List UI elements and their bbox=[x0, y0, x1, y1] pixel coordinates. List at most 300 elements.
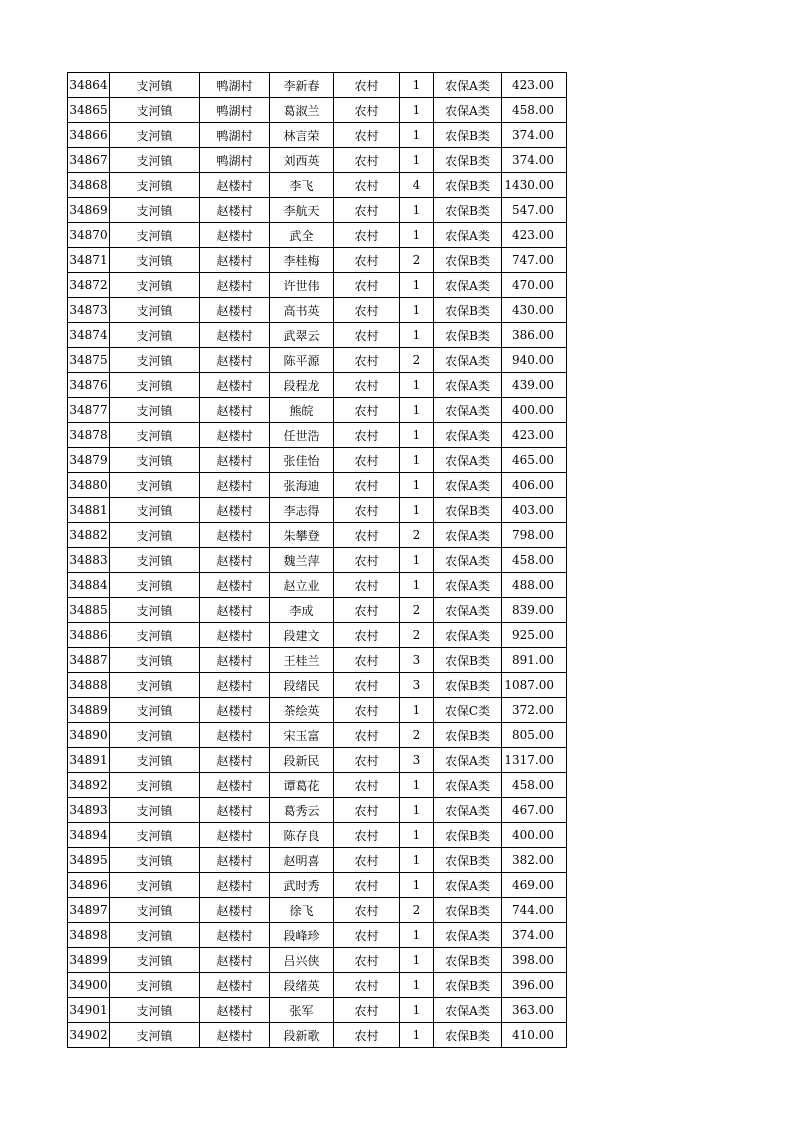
town-cell: 支河镇 bbox=[110, 623, 200, 648]
table-row bbox=[68, 523, 567, 548]
name-cell: 茶绘英 bbox=[270, 698, 334, 723]
count-cell: 1 bbox=[400, 798, 434, 823]
type-cell: 农村 bbox=[334, 573, 400, 598]
id-cell: 34882 bbox=[68, 523, 110, 548]
town-cell: 支河镇 bbox=[110, 198, 200, 223]
count-cell: 2 bbox=[400, 348, 434, 373]
name-cell: 陈平源 bbox=[270, 348, 334, 373]
name-cell: 吕兴侠 bbox=[270, 948, 334, 973]
id-cell: 34898 bbox=[68, 923, 110, 948]
table-row bbox=[68, 573, 567, 598]
id-cell: 34879 bbox=[68, 448, 110, 473]
category-cell: 农保B类 bbox=[434, 1023, 502, 1048]
name-cell: 赵明喜 bbox=[270, 848, 334, 873]
id-cell: 34866 bbox=[68, 123, 110, 148]
count-cell: 1 bbox=[400, 873, 434, 898]
id-cell: 34877 bbox=[68, 398, 110, 423]
table-row bbox=[68, 848, 567, 873]
type-cell: 农村 bbox=[334, 148, 400, 173]
village-cell: 赵楼村 bbox=[200, 323, 270, 348]
amount-cell: 400.00 bbox=[502, 823, 567, 848]
amount-cell: 410.00 bbox=[502, 1023, 567, 1048]
village-cell: 赵楼村 bbox=[200, 448, 270, 473]
amount-cell: 382.00 bbox=[502, 848, 567, 873]
amount-cell: 363.00 bbox=[502, 998, 567, 1023]
category-cell: 农保B类 bbox=[434, 498, 502, 523]
town-cell: 支河镇 bbox=[110, 398, 200, 423]
category-cell: 农保A类 bbox=[434, 773, 502, 798]
id-cell: 34902 bbox=[68, 1023, 110, 1048]
id-cell: 34869 bbox=[68, 198, 110, 223]
name-cell: 李飞 bbox=[270, 173, 334, 198]
amount-cell: 374.00 bbox=[502, 123, 567, 148]
village-cell: 赵楼村 bbox=[200, 773, 270, 798]
table-row bbox=[68, 473, 567, 498]
count-cell: 2 bbox=[400, 598, 434, 623]
town-cell: 支河镇 bbox=[110, 448, 200, 473]
village-cell: 赵楼村 bbox=[200, 698, 270, 723]
table-row bbox=[68, 823, 567, 848]
type-cell: 农村 bbox=[334, 448, 400, 473]
village-cell: 赵楼村 bbox=[200, 498, 270, 523]
type-cell: 农村 bbox=[334, 648, 400, 673]
type-cell: 农村 bbox=[334, 198, 400, 223]
id-cell: 34871 bbox=[68, 248, 110, 273]
amount-cell: 1087.00 bbox=[502, 673, 567, 698]
type-cell: 农村 bbox=[334, 248, 400, 273]
type-cell: 农村 bbox=[334, 848, 400, 873]
town-cell: 支河镇 bbox=[110, 773, 200, 798]
type-cell: 农村 bbox=[334, 873, 400, 898]
id-cell: 34892 bbox=[68, 773, 110, 798]
count-cell: 1 bbox=[400, 273, 434, 298]
category-cell: 农保B类 bbox=[434, 823, 502, 848]
name-cell: 李新春 bbox=[270, 73, 334, 98]
count-cell: 1 bbox=[400, 473, 434, 498]
name-cell: 武时秀 bbox=[270, 873, 334, 898]
amount-cell: 430.00 bbox=[502, 298, 567, 323]
amount-cell: 891.00 bbox=[502, 648, 567, 673]
table-row bbox=[68, 398, 567, 423]
village-cell: 鸭湖村 bbox=[200, 98, 270, 123]
count-cell: 1 bbox=[400, 773, 434, 798]
amount-cell: 423.00 bbox=[502, 223, 567, 248]
amount-cell: 372.00 bbox=[502, 698, 567, 723]
village-cell: 赵楼村 bbox=[200, 923, 270, 948]
amount-cell: 798.00 bbox=[502, 523, 567, 548]
name-cell: 李桂梅 bbox=[270, 248, 334, 273]
count-cell: 1 bbox=[400, 198, 434, 223]
id-cell: 34872 bbox=[68, 273, 110, 298]
category-cell: 农保A类 bbox=[434, 873, 502, 898]
amount-cell: 439.00 bbox=[502, 373, 567, 398]
name-cell: 张军 bbox=[270, 998, 334, 1023]
count-cell: 1 bbox=[400, 123, 434, 148]
town-cell: 支河镇 bbox=[110, 348, 200, 373]
category-cell: 农保B类 bbox=[434, 123, 502, 148]
village-cell: 赵楼村 bbox=[200, 623, 270, 648]
name-cell: 徐飞 bbox=[270, 898, 334, 923]
village-cell: 赵楼村 bbox=[200, 998, 270, 1023]
table-row bbox=[68, 798, 567, 823]
id-cell: 34880 bbox=[68, 473, 110, 498]
category-cell: 农保A类 bbox=[434, 373, 502, 398]
category-cell: 农保A类 bbox=[434, 348, 502, 373]
type-cell: 农村 bbox=[334, 223, 400, 248]
category-cell: 农保B类 bbox=[434, 723, 502, 748]
table-row bbox=[68, 873, 567, 898]
name-cell: 段新歌 bbox=[270, 1023, 334, 1048]
table-row bbox=[68, 898, 567, 923]
amount-cell: 403.00 bbox=[502, 498, 567, 523]
amount-cell: 805.00 bbox=[502, 723, 567, 748]
village-cell: 赵楼村 bbox=[200, 873, 270, 898]
amount-cell: 1430.00 bbox=[502, 173, 567, 198]
count-cell: 1 bbox=[400, 448, 434, 473]
table-row bbox=[68, 173, 567, 198]
table-row bbox=[68, 323, 567, 348]
town-cell: 支河镇 bbox=[110, 823, 200, 848]
village-cell: 赵楼村 bbox=[200, 848, 270, 873]
town-cell: 支河镇 bbox=[110, 898, 200, 923]
village-cell: 赵楼村 bbox=[200, 798, 270, 823]
amount-cell: 467.00 bbox=[502, 798, 567, 823]
amount-cell: 458.00 bbox=[502, 548, 567, 573]
type-cell: 农村 bbox=[334, 1023, 400, 1048]
amount-cell: 423.00 bbox=[502, 423, 567, 448]
id-cell: 34900 bbox=[68, 973, 110, 998]
id-cell: 34894 bbox=[68, 823, 110, 848]
table-row bbox=[68, 648, 567, 673]
village-cell: 赵楼村 bbox=[200, 373, 270, 398]
type-cell: 农村 bbox=[334, 373, 400, 398]
table-row bbox=[68, 73, 567, 98]
id-cell: 34876 bbox=[68, 373, 110, 398]
category-cell: 农保B类 bbox=[434, 298, 502, 323]
village-cell: 赵楼村 bbox=[200, 823, 270, 848]
village-cell: 赵楼村 bbox=[200, 948, 270, 973]
category-cell: 农保A类 bbox=[434, 73, 502, 98]
town-cell: 支河镇 bbox=[110, 748, 200, 773]
name-cell: 武翠云 bbox=[270, 323, 334, 348]
town-cell: 支河镇 bbox=[110, 873, 200, 898]
category-cell: 农保A类 bbox=[434, 98, 502, 123]
town-cell: 支河镇 bbox=[110, 598, 200, 623]
id-cell: 34897 bbox=[68, 898, 110, 923]
table-row bbox=[68, 948, 567, 973]
count-cell: 1 bbox=[400, 423, 434, 448]
count-cell: 1 bbox=[400, 98, 434, 123]
category-cell: 农保A类 bbox=[434, 748, 502, 773]
category-cell: 农保A类 bbox=[434, 448, 502, 473]
amount-cell: 1317.00 bbox=[502, 748, 567, 773]
village-cell: 赵楼村 bbox=[200, 473, 270, 498]
name-cell: 段建文 bbox=[270, 623, 334, 648]
count-cell: 4 bbox=[400, 173, 434, 198]
type-cell: 农村 bbox=[334, 673, 400, 698]
name-cell: 葛淑兰 bbox=[270, 98, 334, 123]
table-row bbox=[68, 723, 567, 748]
name-cell: 葛秀云 bbox=[270, 798, 334, 823]
category-cell: 农保B类 bbox=[434, 248, 502, 273]
table-row bbox=[68, 373, 567, 398]
category-cell: 农保A类 bbox=[434, 573, 502, 598]
category-cell: 农保A类 bbox=[434, 623, 502, 648]
category-cell: 农保A类 bbox=[434, 598, 502, 623]
count-cell: 1 bbox=[400, 998, 434, 1023]
name-cell: 王桂兰 bbox=[270, 648, 334, 673]
town-cell: 支河镇 bbox=[110, 73, 200, 98]
category-cell: 农保B类 bbox=[434, 173, 502, 198]
table-row bbox=[68, 1023, 567, 1048]
type-cell: 农村 bbox=[334, 523, 400, 548]
type-cell: 农村 bbox=[334, 298, 400, 323]
count-cell: 1 bbox=[400, 573, 434, 598]
count-cell: 3 bbox=[400, 648, 434, 673]
town-cell: 支河镇 bbox=[110, 173, 200, 198]
village-cell: 鸭湖村 bbox=[200, 148, 270, 173]
town-cell: 支河镇 bbox=[110, 973, 200, 998]
type-cell: 农村 bbox=[334, 498, 400, 523]
village-cell: 赵楼村 bbox=[200, 1023, 270, 1048]
count-cell: 1 bbox=[400, 323, 434, 348]
amount-cell: 469.00 bbox=[502, 873, 567, 898]
amount-cell: 747.00 bbox=[502, 248, 567, 273]
town-cell: 支河镇 bbox=[110, 648, 200, 673]
village-cell: 赵楼村 bbox=[200, 348, 270, 373]
count-cell: 1 bbox=[400, 398, 434, 423]
count-cell: 3 bbox=[400, 748, 434, 773]
count-cell: 2 bbox=[400, 623, 434, 648]
count-cell: 2 bbox=[400, 248, 434, 273]
category-cell: 农保B类 bbox=[434, 198, 502, 223]
town-cell: 支河镇 bbox=[110, 123, 200, 148]
category-cell: 农保A类 bbox=[434, 923, 502, 948]
village-cell: 赵楼村 bbox=[200, 298, 270, 323]
type-cell: 农村 bbox=[334, 473, 400, 498]
village-cell: 赵楼村 bbox=[200, 748, 270, 773]
name-cell: 任世浩 bbox=[270, 423, 334, 448]
id-cell: 34864 bbox=[68, 73, 110, 98]
name-cell: 段程龙 bbox=[270, 373, 334, 398]
town-cell: 支河镇 bbox=[110, 723, 200, 748]
table-row bbox=[68, 923, 567, 948]
table-row bbox=[68, 448, 567, 473]
count-cell: 2 bbox=[400, 723, 434, 748]
id-cell: 34873 bbox=[68, 298, 110, 323]
table-row bbox=[68, 98, 567, 123]
type-cell: 农村 bbox=[334, 398, 400, 423]
name-cell: 李成 bbox=[270, 598, 334, 623]
village-cell: 赵楼村 bbox=[200, 423, 270, 448]
amount-cell: 423.00 bbox=[502, 73, 567, 98]
table-row bbox=[68, 498, 567, 523]
town-cell: 支河镇 bbox=[110, 673, 200, 698]
town-cell: 支河镇 bbox=[110, 498, 200, 523]
type-cell: 农村 bbox=[334, 698, 400, 723]
type-cell: 农村 bbox=[334, 623, 400, 648]
type-cell: 农村 bbox=[334, 548, 400, 573]
village-cell: 赵楼村 bbox=[200, 548, 270, 573]
id-cell: 34886 bbox=[68, 623, 110, 648]
count-cell: 1 bbox=[400, 948, 434, 973]
name-cell: 张佳怡 bbox=[270, 448, 334, 473]
id-cell: 34888 bbox=[68, 673, 110, 698]
village-cell: 赵楼村 bbox=[200, 723, 270, 748]
amount-cell: 488.00 bbox=[502, 573, 567, 598]
count-cell: 1 bbox=[400, 148, 434, 173]
type-cell: 农村 bbox=[334, 173, 400, 198]
id-cell: 34895 bbox=[68, 848, 110, 873]
category-cell: 农保A类 bbox=[434, 998, 502, 1023]
table-row bbox=[68, 998, 567, 1023]
table-row bbox=[68, 773, 567, 798]
table-row bbox=[68, 348, 567, 373]
amount-cell: 406.00 bbox=[502, 473, 567, 498]
table-row bbox=[68, 223, 567, 248]
name-cell: 武全 bbox=[270, 223, 334, 248]
records-table-body bbox=[68, 73, 567, 1048]
category-cell: 农保A类 bbox=[434, 548, 502, 573]
amount-cell: 374.00 bbox=[502, 923, 567, 948]
type-cell: 农村 bbox=[334, 923, 400, 948]
table-row bbox=[68, 198, 567, 223]
town-cell: 支河镇 bbox=[110, 698, 200, 723]
type-cell: 农村 bbox=[334, 273, 400, 298]
category-cell: 农保B类 bbox=[434, 648, 502, 673]
name-cell: 朱攀登 bbox=[270, 523, 334, 548]
amount-cell: 839.00 bbox=[502, 598, 567, 623]
amount-cell: 470.00 bbox=[502, 273, 567, 298]
count-cell: 1 bbox=[400, 698, 434, 723]
type-cell: 农村 bbox=[334, 98, 400, 123]
count-cell: 1 bbox=[400, 223, 434, 248]
amount-cell: 400.00 bbox=[502, 398, 567, 423]
village-cell: 赵楼村 bbox=[200, 223, 270, 248]
records-table bbox=[67, 72, 567, 1048]
category-cell: 农保A类 bbox=[434, 523, 502, 548]
amount-cell: 465.00 bbox=[502, 448, 567, 473]
type-cell: 农村 bbox=[334, 823, 400, 848]
category-cell: 农保A类 bbox=[434, 273, 502, 298]
name-cell: 林言荣 bbox=[270, 123, 334, 148]
table-row bbox=[68, 698, 567, 723]
type-cell: 农村 bbox=[334, 948, 400, 973]
town-cell: 支河镇 bbox=[110, 523, 200, 548]
town-cell: 支河镇 bbox=[110, 148, 200, 173]
village-cell: 赵楼村 bbox=[200, 598, 270, 623]
category-cell: 农保B类 bbox=[434, 148, 502, 173]
type-cell: 农村 bbox=[334, 348, 400, 373]
amount-cell: 386.00 bbox=[502, 323, 567, 348]
category-cell: 农保A类 bbox=[434, 473, 502, 498]
category-cell: 农保A类 bbox=[434, 423, 502, 448]
village-cell: 赵楼村 bbox=[200, 523, 270, 548]
village-cell: 赵楼村 bbox=[200, 398, 270, 423]
village-cell: 鸭湖村 bbox=[200, 123, 270, 148]
village-cell: 赵楼村 bbox=[200, 248, 270, 273]
id-cell: 34874 bbox=[68, 323, 110, 348]
table-row bbox=[68, 298, 567, 323]
table-row bbox=[68, 973, 567, 998]
amount-cell: 458.00 bbox=[502, 98, 567, 123]
type-cell: 农村 bbox=[334, 323, 400, 348]
id-cell: 34875 bbox=[68, 348, 110, 373]
count-cell: 1 bbox=[400, 548, 434, 573]
name-cell: 高书英 bbox=[270, 298, 334, 323]
name-cell: 熊皖 bbox=[270, 398, 334, 423]
table-row bbox=[68, 673, 567, 698]
table-row bbox=[68, 748, 567, 773]
count-cell: 1 bbox=[400, 973, 434, 998]
town-cell: 支河镇 bbox=[110, 573, 200, 598]
type-cell: 农村 bbox=[334, 73, 400, 98]
table-row bbox=[68, 148, 567, 173]
id-cell: 34881 bbox=[68, 498, 110, 523]
type-cell: 农村 bbox=[334, 773, 400, 798]
count-cell: 1 bbox=[400, 73, 434, 98]
name-cell: 陈存良 bbox=[270, 823, 334, 848]
id-cell: 34885 bbox=[68, 598, 110, 623]
id-cell: 34890 bbox=[68, 723, 110, 748]
count-cell: 1 bbox=[400, 298, 434, 323]
amount-cell: 398.00 bbox=[502, 948, 567, 973]
id-cell: 34896 bbox=[68, 873, 110, 898]
type-cell: 农村 bbox=[334, 898, 400, 923]
id-cell: 34883 bbox=[68, 548, 110, 573]
table-row bbox=[68, 548, 567, 573]
name-cell: 谭葛花 bbox=[270, 773, 334, 798]
town-cell: 支河镇 bbox=[110, 323, 200, 348]
village-cell: 赵楼村 bbox=[200, 648, 270, 673]
village-cell: 赵楼村 bbox=[200, 573, 270, 598]
category-cell: 农保A类 bbox=[434, 798, 502, 823]
village-cell: 赵楼村 bbox=[200, 973, 270, 998]
amount-cell: 925.00 bbox=[502, 623, 567, 648]
category-cell: 农保B类 bbox=[434, 973, 502, 998]
type-cell: 农村 bbox=[334, 998, 400, 1023]
category-cell: 农保B类 bbox=[434, 948, 502, 973]
town-cell: 支河镇 bbox=[110, 998, 200, 1023]
count-cell: 2 bbox=[400, 898, 434, 923]
town-cell: 支河镇 bbox=[110, 298, 200, 323]
id-cell: 34884 bbox=[68, 573, 110, 598]
name-cell: 许世伟 bbox=[270, 273, 334, 298]
type-cell: 农村 bbox=[334, 798, 400, 823]
amount-cell: 396.00 bbox=[502, 973, 567, 998]
village-cell: 鸭湖村 bbox=[200, 73, 270, 98]
type-cell: 农村 bbox=[334, 973, 400, 998]
amount-cell: 547.00 bbox=[502, 198, 567, 223]
id-cell: 34868 bbox=[68, 173, 110, 198]
category-cell: 农保A类 bbox=[434, 398, 502, 423]
town-cell: 支河镇 bbox=[110, 98, 200, 123]
town-cell: 支河镇 bbox=[110, 423, 200, 448]
category-cell: 农保B类 bbox=[434, 848, 502, 873]
village-cell: 赵楼村 bbox=[200, 198, 270, 223]
table-row bbox=[68, 273, 567, 298]
village-cell: 赵楼村 bbox=[200, 173, 270, 198]
table-row bbox=[68, 423, 567, 448]
count-cell: 1 bbox=[400, 823, 434, 848]
name-cell: 张海迪 bbox=[270, 473, 334, 498]
amount-cell: 458.00 bbox=[502, 773, 567, 798]
amount-cell: 744.00 bbox=[502, 898, 567, 923]
town-cell: 支河镇 bbox=[110, 248, 200, 273]
village-cell: 赵楼村 bbox=[200, 673, 270, 698]
town-cell: 支河镇 bbox=[110, 223, 200, 248]
town-cell: 支河镇 bbox=[110, 798, 200, 823]
